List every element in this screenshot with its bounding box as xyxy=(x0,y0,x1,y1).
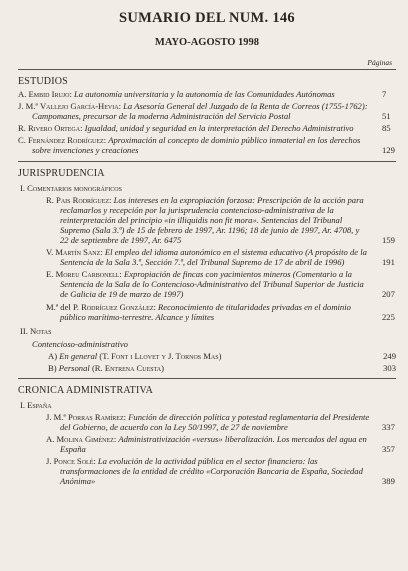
page-number: 249 xyxy=(383,350,396,361)
section-estudios-heading: ESTUDIOS xyxy=(18,76,68,87)
subsection-heading: I. España xyxy=(20,399,52,410)
section-jurisprudencia-heading: JURISPRUDENCIA xyxy=(18,167,105,179)
toc-entry: J. M.ª Vallejo García-Hevia: La Asesoría General del Juzgado de la Renta de Correos (1755-1762): Campomanes, precursor de la moderna Administración del Servicio Postal 51 xyxy=(18,101,391,122)
toc-entry: C. Fernández Rodríguez: Aproximación al concepto de dominio público inmaterial en los derechos sobre invenciones y creaciones 129 xyxy=(18,135,395,156)
pages-column-label: Páginas xyxy=(367,58,392,67)
toc-entry: A. Embid Irujo: La autonomía universitaria y la autonomía de las Comunidades Autónomas 7 xyxy=(18,89,387,99)
issue-date: MAYO-AGOSTO 1998 xyxy=(154,37,260,48)
page-title: SUMARIO DEL NUM. 146 xyxy=(119,10,295,26)
toc-entry: R. Rivero Ortega: Igualdad, unidad y seguridad en la interpretación del Derecho Administrativo 85 xyxy=(18,123,391,134)
toc-entry: B) Personal (R. Entrena Cuesta) 303 xyxy=(48,362,396,373)
toc-entry: E. Moreu Carbonell: Expropiación de fincas con yacimientos mineros (Comentario a la Sentencia de la Sala de lo Contencioso-Administrativo del Tribunal Superior de Justicia de Galicia de 19 de marzo de 1997) 207 xyxy=(46,269,395,300)
section-rule xyxy=(18,378,396,379)
header-rule xyxy=(18,69,396,70)
toc-entry: R. Pais Rodríguez: Los intereses en la expropiación forzosa: Prescripción de la acción para reclamarlos y recepción por la jurisprudencia contencioso-administrativa de la reinterpretación del principio «in illiquidis non fit mora». Sentencias del Tribunal Supremo (Sala 3.ª) de 15 de febrero de 1997, Ar. 1196; 18 de junio de 1997, Ar. 4708, y 22 de septiembre de 1997, Ar. 6475 159 xyxy=(46,194,395,245)
toc-entry: A) En general (T. Font i Llovet y J. Tornos Mas) 249 xyxy=(48,350,396,361)
toc-entry: J. Ponce Solé: La evolución de la actividad pública en el sector financiero: las transformaciones de la entidad de crédito «Corporación Bancaria de España, Sociedad Anónima» 389 xyxy=(46,456,395,487)
table-of-contents xyxy=(18,10,396,487)
toc-entry: V. Martín Sanz: El empleo del idioma autonómico en el sistema educativo (A propósito de la Sentencia de la Sala 3.ª, Sección 7.ª, del Tribunal Supremo de 17 de abril de 1996) 191 xyxy=(46,247,395,268)
toc-entry: M.ª del P. Rodríguez González: Reconocimiento de titularidades privadas en el dominio público marítimo-terrestre. Alcance y límites 225 xyxy=(46,301,395,322)
subsection-heading: II. Notas xyxy=(20,325,52,336)
page-number: 303 xyxy=(383,362,396,373)
section-rule xyxy=(18,161,396,162)
section-cronica-heading: CRONICA ADMINISTRATIVA xyxy=(18,384,154,396)
toc-entry: A. Molina Giménez: Administrativización «versus» liberalización. Los mercados del agua en España 357 xyxy=(46,434,395,455)
subsection-caption: Contencioso-administrativo xyxy=(32,338,128,349)
subsection-heading: I. Comentarios monográficos xyxy=(20,182,122,193)
toc-entry: J. M.ª Porras Ramírez: Función de dirección política y potestad reglamentaria del Presidente del Gobierno, de acuerdo con la Ley 50/1997, de 27 de noviembre 337 xyxy=(46,411,395,432)
